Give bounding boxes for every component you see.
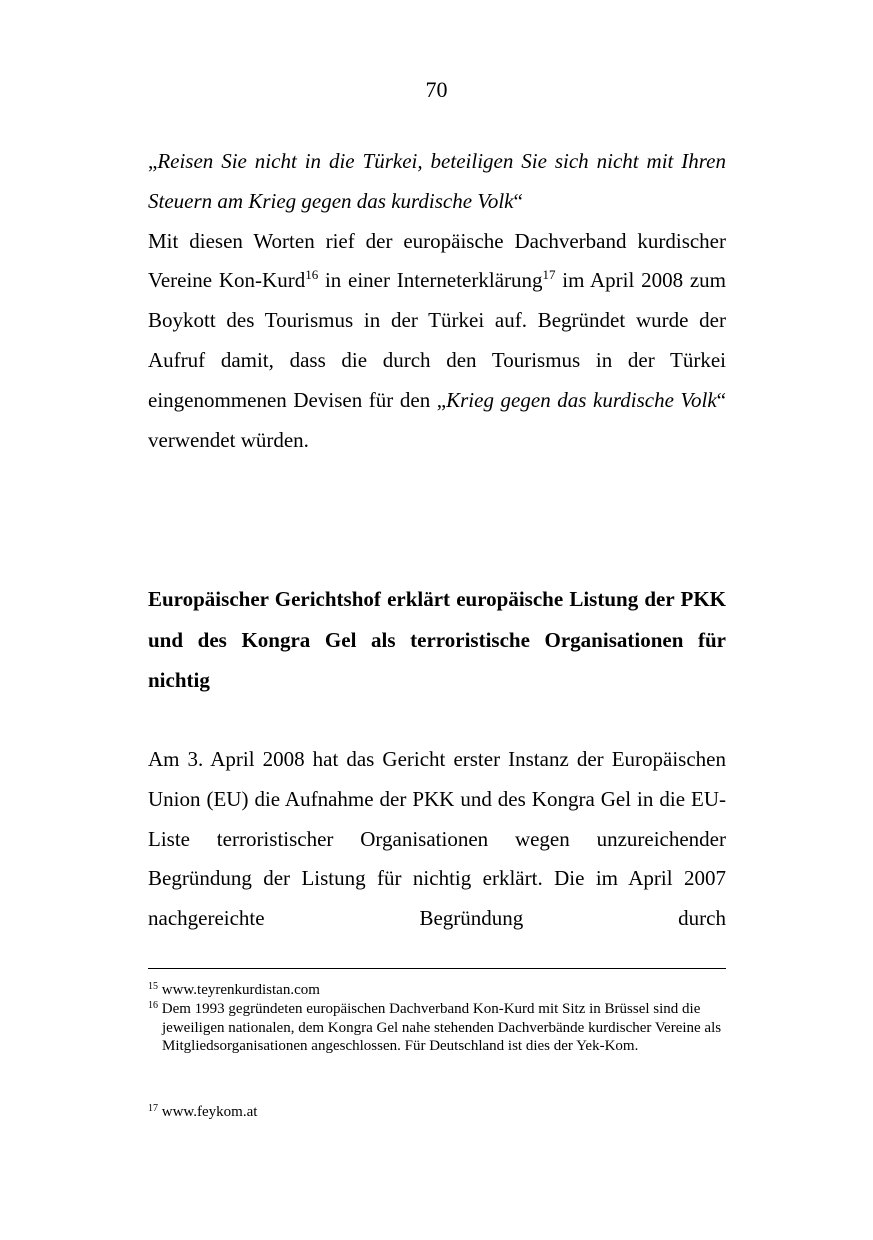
section-body <box>148 740 726 939</box>
footnote-text: www.teyrenkurdistan.com <box>161 982 320 998</box>
quote-paragraph <box>148 142 726 222</box>
footnote-number: 15 <box>148 981 158 992</box>
footnote-15 <box>148 981 726 1000</box>
footnote-number: 16 <box>148 1000 158 1011</box>
quote-close-mark: “ <box>513 188 523 213</box>
section-heading: Europäischer Gerichtshof erklärt europäische Listung der PKK und des Kongra Gel als terroristische Organisationen für nichtig <box>148 587 726 692</box>
footnote-17 <box>148 1103 726 1122</box>
quote-open-mark: „ <box>148 149 158 173</box>
footnote-text: Dem 1993 gegründeten europäischen Dachverband Kon-Kurd mit Sitz in Brüssel sind die jeweiligen nationalen, dem Kongra Gel nahe stehenden Dachverbände kurdischer Vereine als Mitgliedsorganisationen angeschlossen. Für Deutschland ist dies der Yek-Kom. <box>161 1001 722 1054</box>
para1-part1: Mit diesen Worten rief der europäische Dachverband kurdischer Vereine Kon-Kurd <box>148 228 726 293</box>
para1-italic: Krieg gegen das kurdische Volk <box>446 387 717 412</box>
para1-close-mark: “ <box>716 387 726 412</box>
footnote-separator <box>148 968 726 969</box>
footnote-ref-16: 16 <box>305 267 319 283</box>
para1-part3: im April 2008 zum Boykott des Tourismus in der Türkei auf. Begründet wurde der Aufruf damit, dass die durch den Tourismus in der Türkei eingenommenen Devisen für den <box>148 268 726 412</box>
footnote-text: www.feykom.at <box>161 1104 258 1120</box>
court-paragraph: Am 3. April 2008 hat das Gericht erster Instanz der Europäischen Union (EU) die Aufnahme der PKK und des Kongra Gel in die EU-Liste terroristischer Organisationen wegen unzureichender Begründung der Listung für nichtig erklärt. Die im April 2007 nachgereichte Begründung durch <box>148 747 726 931</box>
intro-paragraph <box>148 222 726 461</box>
para1-open-mark: „ <box>436 387 447 412</box>
footnote-16 <box>148 1000 726 1056</box>
page-number: 70 <box>425 77 448 102</box>
para1-part2: in einer Interneterklärung <box>318 268 543 293</box>
section <box>148 579 726 701</box>
main-text <box>148 142 726 460</box>
footnote-ref-17: 17 <box>542 267 556 283</box>
footnote-number: 17 <box>148 1103 158 1114</box>
para1-part4: verwendet würden. <box>148 427 309 452</box>
quote-text: Reisen Sie nicht in die Türkei, beteiligen Sie sich nicht mit Ihren Steuern am Krieg gegen das kurdische Volk <box>148 149 726 213</box>
